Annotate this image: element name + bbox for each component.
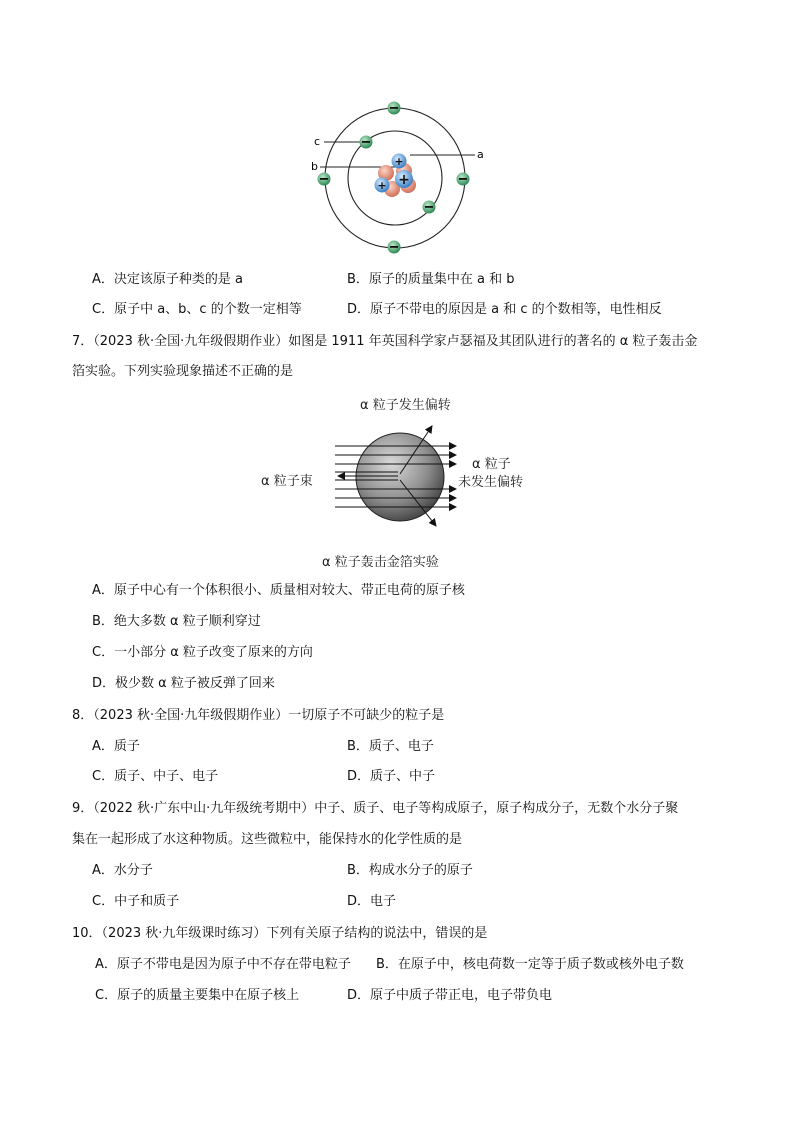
q9-stem-line1: 9．（2022 秋·广东中山·九年级统考期中）中子、质子、电子等构成原子，原子构成分子，无数个水分子聚 bbox=[72, 801, 679, 816]
q10-option-c: C．原子的质量主要集中在原子核上 bbox=[95, 988, 300, 1003]
q10-option-b: B．在原子中，核电荷数一定等于质子数或核外电子数 bbox=[376, 957, 684, 972]
alpha-beam-label: α 粒子束 bbox=[261, 474, 313, 489]
q9-option-d: D．电子 bbox=[347, 894, 397, 909]
q10-option-a: A．原子不带电是因为原子中不存在带电粒子 bbox=[95, 957, 351, 972]
q7-option-d: D．极少数 α 粒子被反弹了回来 bbox=[92, 676, 275, 691]
q9-option-b: B．构成水分子的原子 bbox=[347, 863, 473, 878]
alpha-scattering-figure bbox=[250, 390, 550, 570]
q7-option-a: A．原子中心有一个体积很小、质量相对较大、带正电荷的原子核 bbox=[92, 583, 465, 598]
q7-stem-line1: 7．（2023 秋·全国·九年级假期作业）如图是 1911 年英国科学家卢瑟福及其团队进行的著名的 α 粒子轰击金 bbox=[72, 334, 698, 349]
q8-option-d: D．质子、中子 bbox=[347, 769, 436, 784]
q6-option-c: C．原子中 a、b、c 的个数一定相等 bbox=[92, 302, 302, 317]
q9-stem-line2: 集在一起形成了水这种物质。这些微粒中，能保持水的化学性质的是 bbox=[72, 832, 463, 847]
q10-option-d: D．原子中质子带正电，电子带负电 bbox=[347, 988, 553, 1003]
svg-text:+: + bbox=[377, 179, 387, 192]
svg-text:+: + bbox=[394, 155, 404, 168]
q10-stem: 10．（2023 秋·九年级课时练习）下列有关原子结构的说法中，错误的是 bbox=[72, 926, 488, 941]
outer-orbit bbox=[325, 108, 465, 248]
q7-option-b: B．绝大多数 α 粒子顺利穿过 bbox=[92, 614, 261, 629]
atom-structure-figure bbox=[300, 95, 500, 265]
q8-option-a: A．质子 bbox=[92, 739, 140, 754]
atom-label-c: c bbox=[314, 135, 321, 148]
alpha-figure-caption: α 粒子轰击金箔实验 bbox=[322, 555, 439, 570]
q6-option-b: B．原子的质量集中在 a 和 b bbox=[347, 272, 515, 287]
q9-option-c: C．中子和质子 bbox=[92, 894, 180, 909]
atom-label-a: a bbox=[477, 148, 484, 161]
atom-label-b: b bbox=[311, 160, 318, 173]
alpha-undeflected-label-1: α 粒子 bbox=[472, 457, 511, 472]
svg-text:+: + bbox=[398, 172, 410, 188]
alpha-deflected-label: α 粒子发生偏转 bbox=[360, 398, 451, 413]
alpha-undeflected-label-2: 未发生偏转 bbox=[458, 475, 524, 490]
q8-option-b: B．质子、电子 bbox=[347, 739, 434, 754]
q9-option-a: A．水分子 bbox=[92, 863, 153, 878]
nucleus bbox=[375, 154, 417, 198]
electrons bbox=[318, 102, 470, 254]
q7-stem-line2: 箔实验。下列实验现象描述不正确的是 bbox=[72, 364, 294, 379]
q6-option-a: A．决定该原子种类的是 a bbox=[92, 272, 243, 287]
q6-option-d: D．原子不带电的原因是 a 和 c 的个数相等，电性相反 bbox=[347, 302, 662, 317]
q8-stem: 8．（2023 秋·全国·九年级假期作业）一切原子不可缺少的粒子是 bbox=[72, 708, 445, 723]
q8-option-c: C．质子、中子、电子 bbox=[92, 769, 219, 784]
q7-option-c: C．一小部分 α 粒子改变了原来的方向 bbox=[92, 645, 313, 660]
